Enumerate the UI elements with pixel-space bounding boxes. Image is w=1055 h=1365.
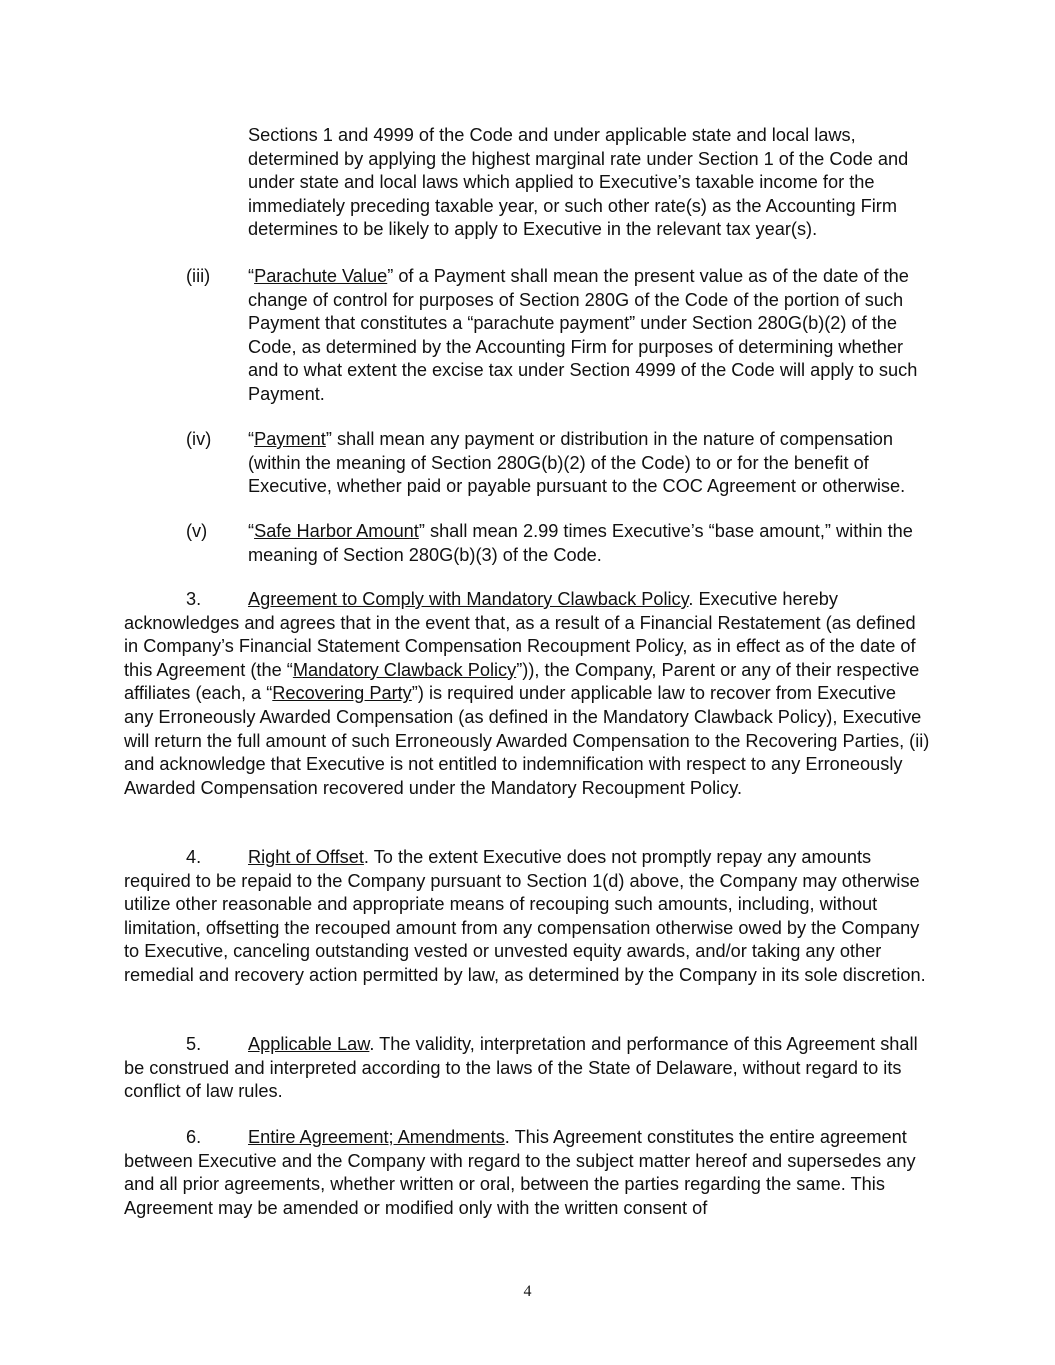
definition-label: (iv) xyxy=(186,429,212,449)
section-number: 6. xyxy=(186,1127,202,1147)
definition-label: (v) xyxy=(186,521,208,541)
section-heading: Entire Agreement; Amendments xyxy=(248,1127,505,1147)
section-heading: Applicable Law xyxy=(248,1034,370,1054)
definition-body: “Safe Harbor Amount” shall mean 2.99 times Executive’s “base amount,” within the meaning of Section 280G(b)(3) of the Code. xyxy=(248,521,913,565)
defined-term: Recovering Party xyxy=(272,683,412,704)
section-heading: Agreement to Comply with Mandatory Clawback Policy xyxy=(248,589,689,609)
defined-term: Parachute Value xyxy=(254,266,388,286)
continuation-paragraph: Sections 1 and 4999 of the Code and under applicable state and local laws, determined by applying the highest marginal rate under Section 1 of the Code and under state and local laws which applied to Executive’s taxable income for the immediately preceding taxable year, or such other rate(s) as the Accounting Firm determines to be likely to apply to Executive in the relevant tax year(s). xyxy=(248,125,909,240)
definition-body: “Payment” shall mean any payment or distribution in the nature of compensation (within the meaning of Section 280G(b)(2) of the Code) to or for the benefit of Executive, whether paid or payable pursuant to the COC Agreement or otherwise. xyxy=(248,429,906,497)
section-3-paragraph: 3. Agreement to Comply with Mandatory Clawback Policy. Executive hereby acknowledges and agrees that in the event that, as a result of a Financial Restatement (as defined in Company’s Financial Statement Compensation Recoupment Policy, as in effect as of the date of this Agreement (the “Mandatory Clawback Policy”)), the Company, Parent or any of their respective affiliates (each, a “Recovering Party”) is required under applicable law to recover from Executive any Erroneously Awarded Compensation (as defined in the Mandatory Clawback Policy), Executive will return the full amount of such Erroneously Awarded Compensation to the Recovering Parties, (ii) and acknowledge that Executive is not entitled to indemnification with respect to any Erroneously Awarded Compensation recovered under the Mandatory Recoupment Policy. xyxy=(124,589,930,798)
section-5-paragraph: 5. Applicable Law. The validity, interpretation and performance of this Agreement shall be construed and interpreted according to the laws of the State of Delaware, without regard to its conflict of law rules. xyxy=(124,1034,918,1102)
definition-body: “Parachute Value” of a Payment shall mean the present value as of the date of the change of control for purposes of Section 280G of the Code of the portion of such Payment that constitutes a “parachute payment” under Section 280G(b)(2) of the Code, as determined by the Accounting Firm for purposes of determining whether and to what extent the excise tax under Section 4999 of the Code will apply to such Payment. xyxy=(248,266,918,404)
defined-term: Mandatory Clawback Policy xyxy=(292,659,517,680)
defined-term: Safe Harbor Amount xyxy=(254,521,419,541)
section-number: 4. xyxy=(186,847,202,867)
section-number: 5. xyxy=(186,1034,202,1054)
section-6-paragraph: 6. Entire Agreement; Amendments. This Agreement constitutes the entire agreement between Executive and the Company with regard to the subject matter hereof and supersedes any and all prior agreements, whether written or oral, between the parties regarding the same. This Agreement may be amended or modified only with the written consent of xyxy=(124,1127,916,1218)
defined-term: Payment xyxy=(254,429,326,449)
section-4-paragraph: 4. Right of Offset. To the extent Executive does not promptly repay any amounts required to be repaid to the Company pursuant to Section 1(d) above, the Company may otherwise utilize other reasonable and appropriate means of recouping such amounts, including, without limitation, offsetting the recouped amount from any compensation otherwise owed by the Company to Executive, canceling outstanding vested or unvested equity awards, and/or taking any other remedial and recovery action permitted by law, as determined by the Company in its sole discretion. xyxy=(124,847,926,985)
section-number: 3. xyxy=(186,589,202,609)
page-number: 4 xyxy=(523,1283,532,1300)
definition-label: (iii) xyxy=(186,266,211,286)
section-heading: Right of Offset xyxy=(248,847,364,867)
